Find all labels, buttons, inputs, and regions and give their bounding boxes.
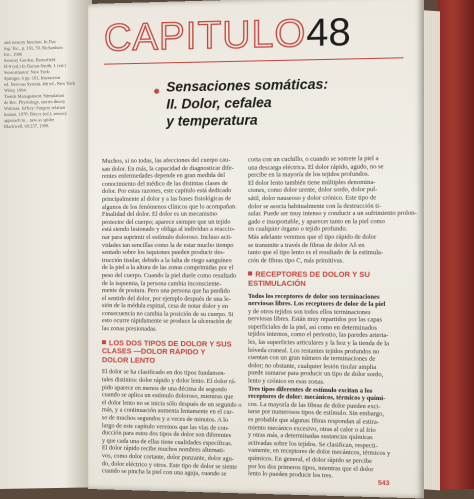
text-line: dolor. Por estas razones, este capítulo está dedicado xyxy=(101,187,232,196)
text-line: conocimiento del médico de las distintas clases de xyxy=(101,179,228,188)
chapter-number: 48 xyxy=(306,10,351,56)
text-line: ducción para estos dos tipos de dolor son diferentes xyxy=(101,429,232,440)
left-line: human, 1978: Bierce (ed.), sensory xyxy=(4,110,68,117)
text-line: y otras más, a determinadas sustancias químicas xyxy=(248,431,373,442)
text-line: puede sumarse para producir un tipo de dolor sordo, xyxy=(248,369,384,379)
text-line: principalmente al dolor y a las bases fisiológicas de xyxy=(101,195,232,203)
bullet-icon xyxy=(154,89,159,94)
left-page xyxy=(0,0,92,489)
text-line: miento mecánico excesivo, otras al calor o al frío xyxy=(248,423,376,434)
text-line: cuando se aplica un estímulo doloroso, mientras que xyxy=(101,391,234,401)
text-line: El dolor rápido recibe muchos nombres alternati- xyxy=(101,444,226,455)
subheading-receptors xyxy=(248,271,397,289)
text-line: de la piel a la altura de las zonas comprimidas por el xyxy=(101,264,234,272)
text-line: de la isquemia, la persona cambia inconsciente- xyxy=(101,279,222,288)
table-surface xyxy=(438,0,474,489)
text-line: les, las superficies articulares y la hoz y la tienda de la xyxy=(248,338,389,348)
text-line: corta con un cuchillo, o cuando se somete la piel a xyxy=(248,154,379,164)
text-line: químicos. En general, el dolor rápido se percibe xyxy=(248,454,372,465)
text-line: y que cada una de ellas tiene cualidades específicas. xyxy=(101,437,233,448)
text-line: sión de la médula espinal, cesa de notar dolor y en xyxy=(101,302,229,311)
left-line: Sensorimotor: New York: xyxy=(4,69,51,75)
text-line: tanto que el tipo lento es el resultado de la estimula- xyxy=(248,249,384,257)
text-line: tarse por numerosos tipos de estímulo. Sin embargo, xyxy=(248,408,384,419)
text-line: peso del cuerpo. Cuando la piel duele como resultado xyxy=(101,271,237,280)
subheading-line: RECEPTORES DE DOLOR Y SU xyxy=(255,269,370,280)
text-line: san dolor. En más, la capacidad de diagnosticar dife- xyxy=(101,164,234,173)
text-line: tales distintos: dolor rápido y dolor lento. El dolor rá- xyxy=(101,376,237,386)
subheading-line: CLASES —DOLOR RÁPIDO Y xyxy=(101,346,206,357)
text-line: y de otros tejidos son todos ellos terminaciones xyxy=(248,307,371,316)
text-line: el dolor lento no se inicia sólo después de un segundo o xyxy=(101,399,242,409)
text-line: esto ocurre rápidamente se produce la ulceración de xyxy=(101,317,232,326)
text-line: superficiales de la piel, así como en determinados xyxy=(248,323,377,332)
text-line: largo de este capítulo veremos que las vías de con- xyxy=(101,421,230,432)
left-body xyxy=(102,369,242,479)
page-number: 543 xyxy=(377,479,390,488)
text-line: nerviosas libres. Están muy repartidos por las capas xyxy=(248,315,383,324)
text-line: sular. Puede ser muy intenso y conducir a un sufrimiento prolon- xyxy=(248,209,417,218)
text-line: lento lo pueden producir los tres. xyxy=(248,470,333,480)
text-line: gado e insoportable, y aparecer tanto en la piel como xyxy=(248,217,385,226)
text-line: sentado sobre los isquiones pueden producir des- xyxy=(101,249,225,257)
text-line: ciones, como dolor urente, dolor sordo, dolor pul- xyxy=(248,186,378,195)
text-line: nar para suprimir el estímulo doloroso. Incluso acti- xyxy=(101,233,233,241)
text-line: más, y a continuación aumenta lentamente en el cur- xyxy=(101,406,234,417)
left-line: Trends Management. Stimulation xyxy=(4,92,65,99)
text-line: mente de postura. Pero una persona que ha perdido xyxy=(101,287,230,295)
text-line: es probable que algunas fibras respondan al estira- xyxy=(248,416,379,426)
text-line: rentes enfermedades depende en gran medida del xyxy=(101,172,226,181)
text-line: lento y crónico en esas zonas. xyxy=(248,377,325,386)
text-line: dolor se asocia habitualmente con la destrucción ti- xyxy=(248,202,382,210)
left-line: Sensory Gordon, Besterfield xyxy=(4,57,56,63)
left-line: and sensory function. In Das xyxy=(4,39,56,45)
section-title-line: II. Dolor, cefalea xyxy=(166,94,272,112)
subheading-line: DOLOR LENTO xyxy=(101,355,156,365)
text-line: sátil, dolor nauseoso y dolor crónico. Este tipo de xyxy=(248,194,377,203)
square-bullet-icon xyxy=(248,272,252,276)
text-line: pido aparece en menos de una décima de segundo xyxy=(101,383,227,393)
left-line: Springer, 6 pp. 101, Interaction xyxy=(4,74,61,81)
section-title-line: y temperatura xyxy=(166,112,258,129)
text-line: cos. La mayoría de las fibras de dolor pueden exci- xyxy=(248,400,381,411)
text-line: por los dos primeros tipos, mientras que el dolor xyxy=(248,462,374,473)
section-title-line: Sensaciones somáticas: xyxy=(166,76,329,95)
subheading-line: ESTIMULACIÓN xyxy=(248,278,306,288)
text-line: las zonas presionadas. xyxy=(101,325,157,333)
text-line: nerviosas libres. Los receptores de dolor de la piel xyxy=(248,300,386,309)
text-line: do, dolor eléctrico y otros. Este tipo de dolor se siente xyxy=(101,459,238,471)
text-line: trucción tisular, debido a la falta de riego sanguíneo xyxy=(101,256,232,265)
text-line: se transmite a través de fibras de dolor Aδ en xyxy=(248,241,365,249)
left-line: Wolman, Jeffrey: Surgery relation xyxy=(4,104,66,111)
text-line: tejidos internos, como el periostio, las paredes arteria- xyxy=(248,331,389,340)
text-line: Más adelante veremos que el tipo rápido de dolor xyxy=(248,233,377,241)
left-intro xyxy=(102,156,242,334)
text-line: cuando se pincha la piel con una aguja, cuando se xyxy=(101,467,227,478)
text-line: activadas sobre los tejidos. Se clasifican, respecti- xyxy=(248,439,378,450)
left-line: ed. Nervous System, 4th ed., New York xyxy=(4,80,76,87)
text-line: protector del cuerpo; aparece siempre que un tejido xyxy=(101,218,231,226)
text-line: vamente, en receptores de dolor mecánicos, térmicos y xyxy=(248,447,391,458)
left-line: H-S (ed.) In Darian-Smith, I. (ed.) xyxy=(4,62,66,69)
section-title xyxy=(166,74,373,129)
text-line: Finalidad del dolor. El dolor es un mecanismo xyxy=(101,210,218,219)
subheading-line: LOS DOS TIPOS DE DOLOR Y SUS xyxy=(108,337,232,349)
left-line: Wiley, 1994 xyxy=(4,87,26,93)
text-line: dolor; no obstante, cualquier lesión tisular amplia xyxy=(248,361,377,371)
text-line: El dolor lento también tiene múltiples denomina- xyxy=(248,178,376,187)
text-line: Tres tipos diferentes de estímulo excitan a los xyxy=(248,385,373,395)
text-line: so de muchos segundos y a veces de minutos. A lo xyxy=(101,414,229,424)
text-line: Muchos, si no todas, las afecciones del cuerpo cau- xyxy=(101,156,231,165)
left-line: Blackwell, 69:237, 1989. xyxy=(4,123,50,129)
left-column xyxy=(102,156,242,478)
text-line: El dolor se ha clasificado en dos tipos fundamen- xyxy=(101,368,226,378)
text-line: receptores de dolor: mecánicos, térmicos y quími- xyxy=(248,392,386,403)
subheading-pain-types xyxy=(102,339,242,367)
text-line: bóveda craneal. Los restantes tejidos profundos no xyxy=(248,346,380,356)
left-page-text xyxy=(4,39,84,130)
left-line: ing.' Inc., p. 101, 59. Richardson xyxy=(4,44,63,51)
text-line: ción de fibras tipo C, más primitivas. xyxy=(248,256,344,265)
text-line: en cualquier órgano o tejido profundo. xyxy=(248,225,348,234)
text-line: consecuencia no cambia la posición de su cuerpo. Si xyxy=(101,309,234,319)
right-intro xyxy=(248,154,417,265)
left-line: Inc., 1986 xyxy=(4,51,23,57)
right-page xyxy=(88,0,424,499)
text-line: vidades tan sencillas como la de estar mucho tiempo xyxy=(101,241,234,249)
text-line: el sentido del dolor, por ejemplo después de una le- xyxy=(101,294,231,303)
text-line: una descarga eléctrica. El dolor rápido, agudo, no se xyxy=(248,162,384,172)
text-line: vos, como dolor cortante, dolor punzante, dolor agu- xyxy=(101,452,234,463)
text-line: algunos de los fenómenos clínicos que lo acompañan. xyxy=(101,202,237,211)
left-line: de Rec. Physiology, stories theory xyxy=(4,98,66,105)
chapter-label: CAPITULO xyxy=(103,12,307,60)
square-bullet-icon xyxy=(102,340,106,344)
right-body xyxy=(248,292,397,482)
text-line: Todos los receptores de dolor son terminaciones xyxy=(248,292,380,301)
left-line: approach to... new as spider xyxy=(4,117,55,123)
text-line: percibe en la mayoría de los tejidos profundos. xyxy=(248,170,370,179)
text-line: está siendo lesionado y obliga al individuo a reaccio- xyxy=(101,225,235,234)
right-column xyxy=(248,154,417,482)
text-line: cuentan con un gran número de terminaciones de xyxy=(248,354,376,364)
